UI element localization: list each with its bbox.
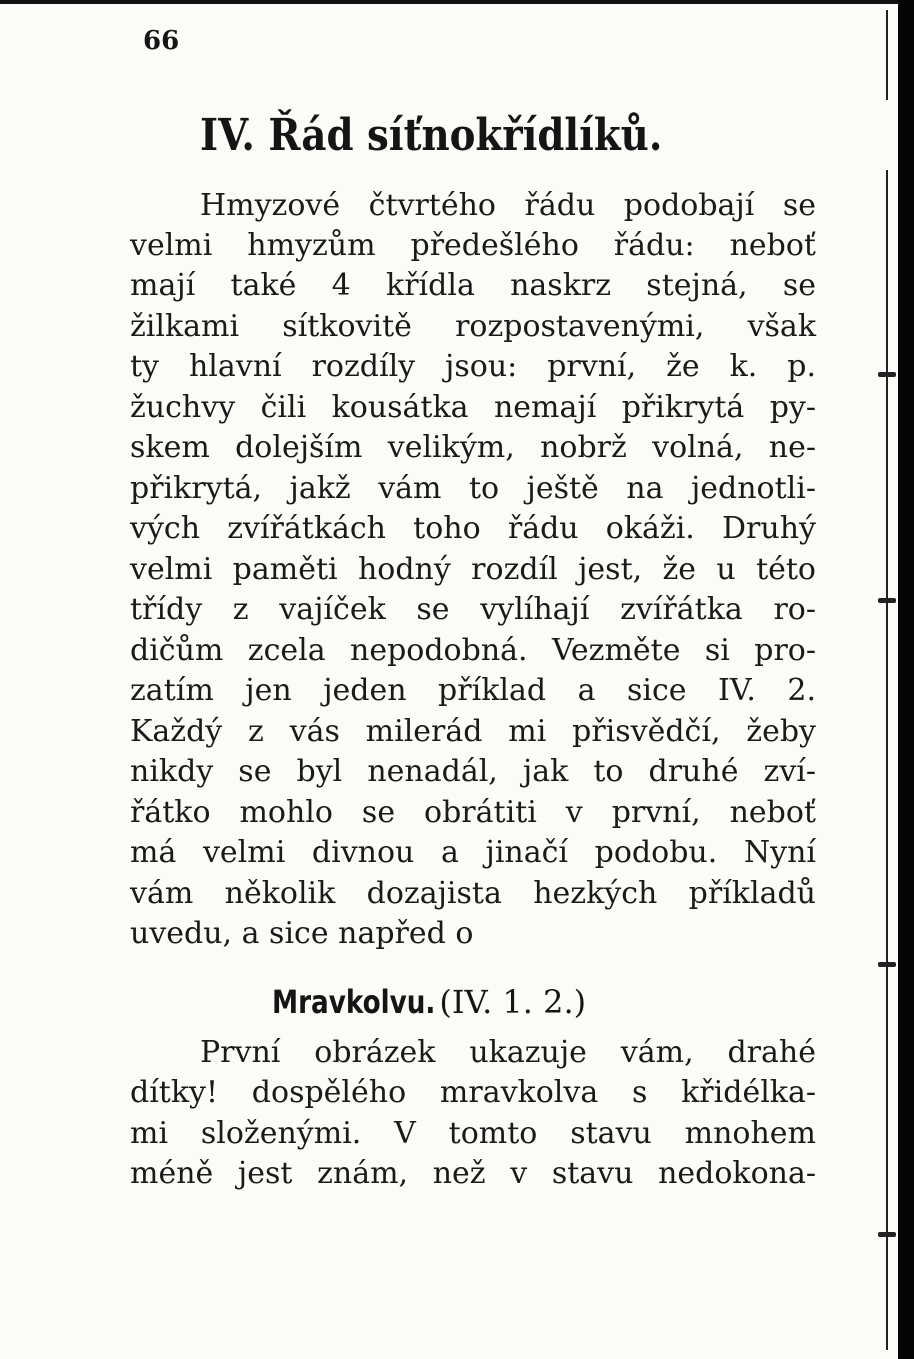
scan-top-border xyxy=(0,0,914,4)
paragraph-line-11: třídy z vajíček se vylíhají zvířátka ro- xyxy=(130,592,816,627)
paragraph-line-4: žilkami sítkovitě rozpostavenými, však xyxy=(130,309,816,344)
paragraph-line-3: mají také 4 křídla naskrz stejná, se xyxy=(130,268,816,303)
scan-edge-shadow xyxy=(898,0,914,1359)
paragraph-line-9: vých zvířátkách toho řádu okáži. Druhý xyxy=(130,511,816,546)
edge-tick-3 xyxy=(878,962,896,967)
paragraph-line-8: přikrytá, jakž vám to ještě na jednotli- xyxy=(130,471,816,506)
section-title-name: Mravkolvu. xyxy=(272,983,436,1021)
paragraph-line-17: má velmi divnou a jinačí podobu. Nyní xyxy=(130,835,816,870)
paragraph-line-2: velmi hmyzům předešlého řádu: neboť xyxy=(130,228,816,263)
edge-rule-top xyxy=(886,10,888,100)
paragraph-line-19: uvedu, a sice napřed o xyxy=(130,916,474,951)
edge-tick-1 xyxy=(878,372,896,377)
edge-tick-2 xyxy=(878,598,896,603)
paragraph-line-5: ty hlavní rozdíly jsou: první, že k. p. xyxy=(130,349,816,384)
paragraph-line-12: dičům zcela nepodobná. Vezměte si pro- xyxy=(130,633,816,668)
paragraph-line-13: zatím jen jeden příklad a sice IV. 2. xyxy=(130,673,816,708)
edge-rule-main xyxy=(886,170,888,1350)
chapter-title: IV. Řád síťnokřídlíků. xyxy=(200,110,663,161)
section-line-2: dítky! dospělého mravkolva s křidélka- xyxy=(130,1075,816,1110)
paragraph-line-6: žuchvy čili kousátka nemají přikrytá py- xyxy=(130,390,816,425)
section-title xyxy=(272,980,586,1024)
section-line-1: První obrázek ukazuje vám, drahé xyxy=(200,1035,816,1070)
edge-tick-4 xyxy=(878,1232,896,1237)
section-line-3: mi složenými. V tomto stavu mnohem xyxy=(130,1116,816,1151)
paragraph-line-10: velmi paměti hodný rozdíl jest, že u této xyxy=(130,552,816,587)
paragraph-line-18: vám několik dozajista hezkých příkladů xyxy=(130,876,816,911)
paragraph-line-1: Hmyzové čtvrtého řádu podobají se xyxy=(200,188,816,223)
paragraph-line-7: skem dolejším velikým, nobrž volná, ne- xyxy=(130,430,816,465)
section-title-ref: (IV. 1. 2.) xyxy=(439,983,587,1021)
page-number: 66 xyxy=(143,26,180,56)
paragraph-line-16: řátko mohlo se obrátiti v první, neboť xyxy=(130,795,816,830)
paragraph-line-15: nikdy se byl nenadál, jak to druhé zví- xyxy=(130,754,816,789)
paragraph-line-14: Každý z vás milerád mi přisvědčí, žeby xyxy=(130,714,816,749)
section-line-4: méně jest znám, než v stavu nedokona- xyxy=(130,1156,816,1191)
